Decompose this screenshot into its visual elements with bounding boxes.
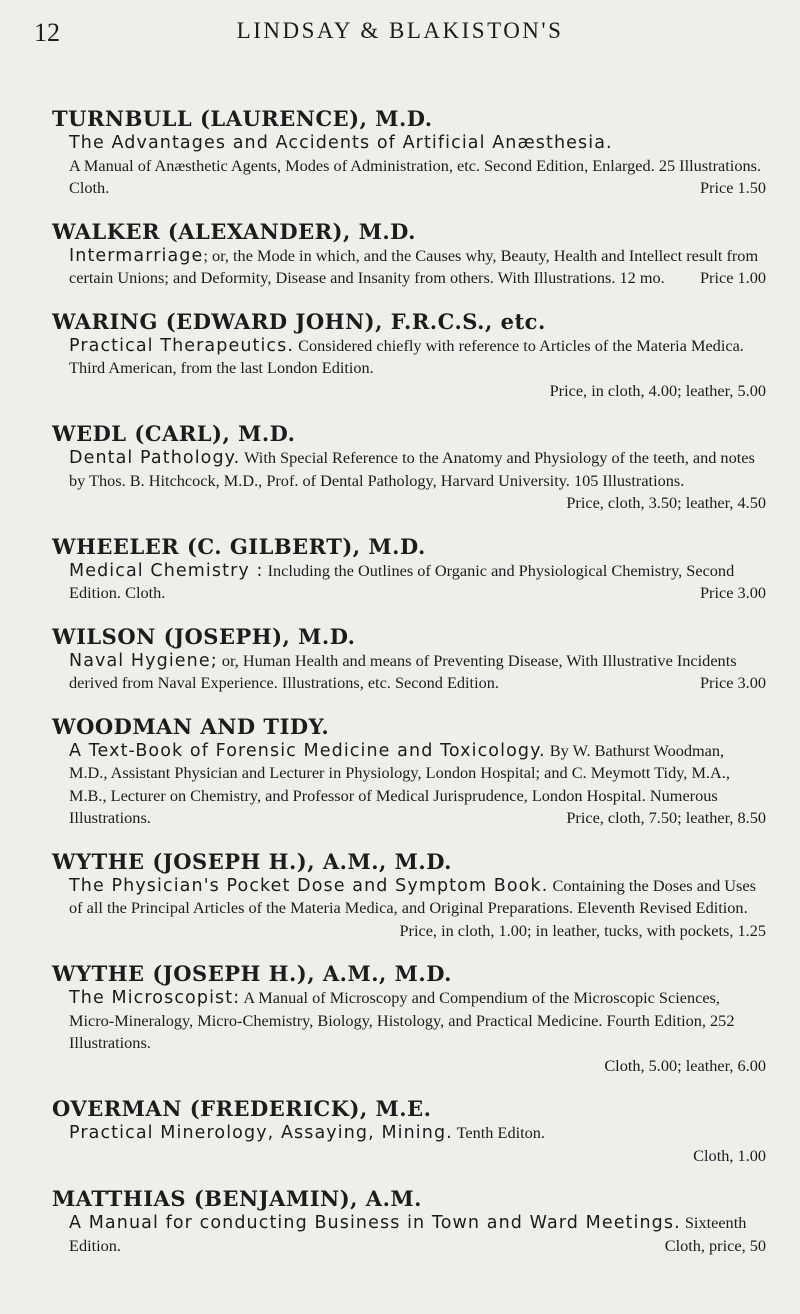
entry-body	[52, 335, 766, 403]
entry-title: Naval Hygiene;	[69, 650, 218, 671]
entry-description: A Manual of Anæsthetic Agents, Modes of Administration, etc. Second Edition, Enlarged. 25 Illustrations. Cloth.	[69, 155, 762, 197]
entry-description: Tenth Editon.	[456, 1123, 546, 1142]
entry-description: Considered chiefly with reference to Articles of the Materia Medica. Third American, from the last London Edition.	[69, 335, 744, 377]
entry-description: Containing the Doses and Uses of all the Principal Articles of the Materia Medica, and Original Preparations. Eleventh Revised Edition.	[69, 875, 756, 917]
entry-title: Dental Pathology.	[69, 448, 241, 468]
entry-description: Sixteenth Edition.	[69, 1213, 747, 1255]
entry-title: The Microscopist:	[69, 988, 241, 1008]
catalog-entry	[52, 309, 766, 403]
catalog-entry	[52, 961, 766, 1077]
entry-author: WALKER (ALEXANDER), M.D.	[52, 218, 416, 244]
entry-title: A Text-Book of Forensic Medicine and Toxicology.	[69, 740, 546, 761]
entry-author: WILSON (JOSEPH), M.D.	[52, 623, 356, 649]
entry-price: Cloth, 5.00; leather, 6.00	[604, 1055, 766, 1075]
catalog-entry	[52, 1096, 766, 1167]
entry-title: The Physician's Pocket Dose and Symptom Book.	[69, 875, 549, 896]
entry-body	[52, 987, 766, 1077]
catalog-entry	[52, 421, 766, 515]
entry-body	[52, 740, 766, 830]
entry-author: WYTHE (JOSEPH H.), A.M., M.D.	[52, 961, 452, 986]
entry-body	[52, 1122, 766, 1167]
entry-price: Price, cloth, 3.50; leather, 4.50	[566, 493, 766, 512]
catalog-entry	[52, 624, 766, 695]
entry-title: Practical Therapeutics.	[69, 335, 295, 356]
entry-body	[52, 650, 766, 695]
entry-price: Cloth, 1.00	[693, 1145, 766, 1165]
entry-description: Including the Outlines of Organic and Physiological Chemistry, Second Edition. Cloth.	[69, 560, 735, 602]
entry-description: ; or, the Mode in which, and the Causes why, Beauty, Health and Intellect result from certain Unions; and Deformity, Disease and Insanity from others. With Illustrations. 12 mo.	[69, 245, 759, 287]
entry-price: Price, cloth, 7.50; leather, 8.50	[566, 808, 766, 827]
entry-price: Price 1.00	[699, 268, 766, 287]
catalog-entries	[52, 106, 766, 1276]
catalog-entry	[52, 849, 766, 943]
entry-price: Price, in cloth, 1.00; in leather, tucks, with pockets, 1.25	[399, 920, 766, 940]
catalog-entry	[52, 534, 766, 605]
entry-author: MATTHIAS (BENJAMIN), A.M.	[52, 1186, 422, 1211]
entry-author: WHEELER (C. GILBERT), M.D.	[52, 533, 426, 559]
entry-description: By W. Bathurst Woodman, M.D., Assistant Physician and Lecturer in Physiology, London Hospital; and C. Meymott Tidy, M.A., M.B., Lecturer on Chemistry, and Professor of Medical Jurisprudence, London Hospital. Numerous Illustrations.	[69, 740, 730, 827]
entry-body	[52, 560, 766, 605]
entry-price: Price 3.00	[699, 673, 766, 692]
entry-title: Medical Chemistry :	[69, 560, 264, 581]
entry-body	[52, 132, 766, 200]
entry-description: or, Human Health and means of Preventing Disease, With Illustrative Incidents derived from Naval Experience. Illustrations, etc. Second Edition.	[69, 650, 737, 692]
entry-author: WOODMAN AND TIDY.	[52, 713, 330, 739]
entry-title: The Advantages and Accidents of Artificial Anæsthesia.	[69, 133, 613, 153]
entry-author: WARING (EDWARD JOHN), F.R.C.S., etc.	[52, 308, 546, 334]
entry-body	[52, 447, 766, 515]
entry-title: A Manual for conducting Business in Town and Ward Meetings.	[69, 1213, 681, 1233]
entry-author: WYTHE (JOSEPH H.), A.M., M.D.	[52, 848, 452, 874]
catalog-entry	[52, 219, 766, 290]
entry-author: OVERMAN (FREDERICK), M.E.	[52, 1096, 432, 1121]
entry-author: WEDL (CARL), M.D.	[52, 421, 296, 446]
entry-title: Intermarriage	[69, 245, 204, 266]
catalog-entry	[52, 1186, 766, 1257]
catalog-entry	[52, 106, 766, 200]
entry-body	[52, 875, 766, 943]
catalog-entry	[52, 714, 766, 830]
page-header	[0, 18, 800, 48]
entry-author: TURNBULL (LAURENCE), M.D.	[52, 106, 433, 131]
entry-price: Price, in cloth, 4.00; leather, 5.00	[549, 380, 766, 400]
entry-body	[52, 1212, 766, 1257]
entry-price: Price 1.50	[699, 178, 766, 197]
page-number: 12	[34, 18, 60, 47]
entry-title: Practical Minerology, Assaying, Mining.	[69, 1123, 453, 1143]
entry-price: Cloth, price, 50	[664, 1235, 766, 1255]
entry-description: A Manual of Microscopy and Compendium of the Microscopic Sciences, Micro-Mineralogy, Micro-Chemistry, Biology, Histology, and Practical Medicine. Fourth Edition, 252 Illustrations.	[69, 988, 735, 1052]
entry-body	[52, 245, 766, 290]
entry-price: Price 3.00	[699, 583, 766, 602]
entry-description: With Special Reference to the Anatomy and Physiology of the teeth, and notes by Thos. B. Hitchcock, M.D., Prof. of Dental Pathology, Harvard University. 105 Illustrations.	[69, 448, 755, 490]
running-head: LINDSAY & BLAKISTON'S	[236, 18, 564, 43]
